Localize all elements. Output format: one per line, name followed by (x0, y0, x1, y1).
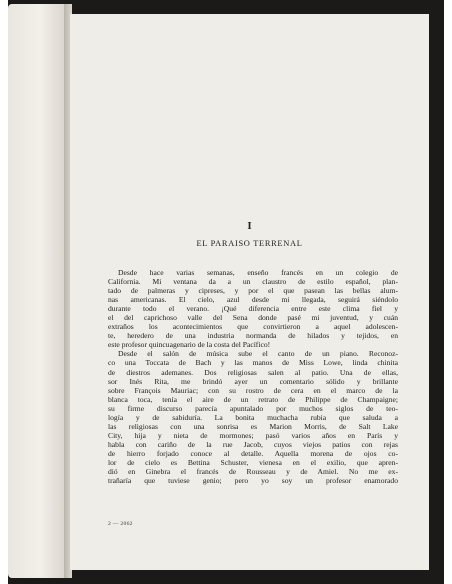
text-line: City, hija y nieta de mormones; pasó varios años en París y (108, 430, 398, 440)
text-line: California. Mi ventana da a un claustro de estilo español, plan- (108, 277, 398, 287)
text-line: trañaría que tuviese genio; pero yo soy un profesor enamorado (108, 476, 398, 486)
chapter-body-text (108, 268, 398, 485)
text-line: blanca toca, tenía el aire de un retrato de Philippe de Champaigne; (108, 394, 398, 404)
text-line: nas americanas. El cielo, azul desde mi llegada, seguirá siéndolo (108, 295, 398, 305)
text-line: sor Inés Rita, me brindó ayer un comentario sólido y brillante (108, 376, 398, 386)
chapter-title: EL PARAISO TERRENAL (196, 239, 303, 248)
text-line: dió en Ginebra el francés de Rousseau y de Amiel. No me ex- (108, 467, 398, 477)
text-line: habla con cariño de la rue Jacob, cuyos viejos patios con rejas (108, 439, 398, 449)
text-line: de diestros ademanes. Dos religiosas salen al patio. Una de ellas, (108, 367, 398, 377)
text-line: logía y de sabiduría. La bonita muchacha rubia que saluda a (108, 412, 398, 422)
left-page-edge (8, 4, 66, 578)
text-line: te, heredero de una industria normanda de hilados y tejidos, en (108, 331, 398, 341)
text-line: las religiosas con una sonrisa es Marion Morris, de Salt Lake (108, 421, 398, 431)
text-line: el del caprichoso valle del Sena donde pasé mi juventud, y cuán (108, 313, 398, 323)
text-line: extraños los acontecimientos que convirtieron a aquel adolescen- (108, 322, 398, 332)
text-line: sobre François Mauriac; con su rostro de cera en el marco de la (108, 385, 398, 395)
text-line: co una Toccata de Bach y las manos de Miss Lowe, linda chinita (108, 358, 398, 368)
book-page (70, 14, 429, 570)
text-line: Desde el salón de música sube el canto de un piano. Reconoz- (118, 349, 398, 359)
text-line: de hierro forjado conoce al detalle. Aquella morena de ojos co- (108, 448, 398, 458)
text-line: este profesor quincuagenario de la costa del Pacífico! (108, 340, 271, 350)
text-line: lor de cielo es Bettina Schuster, vienesa en el exilio, que apren- (108, 457, 398, 467)
text-line: tado de palmeras y cipreses, y por el que pasean las bellas alum- (108, 286, 398, 296)
text-line: Desde hace varias semanas, enseño francés en un colegio de (118, 268, 398, 277)
text-line: su firme discurso parecía apuntalado por muchos siglos de teo- (108, 403, 398, 413)
text-line: durante todo el verano. ¡Qué diferencia entre este clima fiel y (108, 304, 398, 314)
printer-signature-mark: 2 — 2062 (108, 521, 133, 527)
chapter-number: I (247, 220, 252, 232)
